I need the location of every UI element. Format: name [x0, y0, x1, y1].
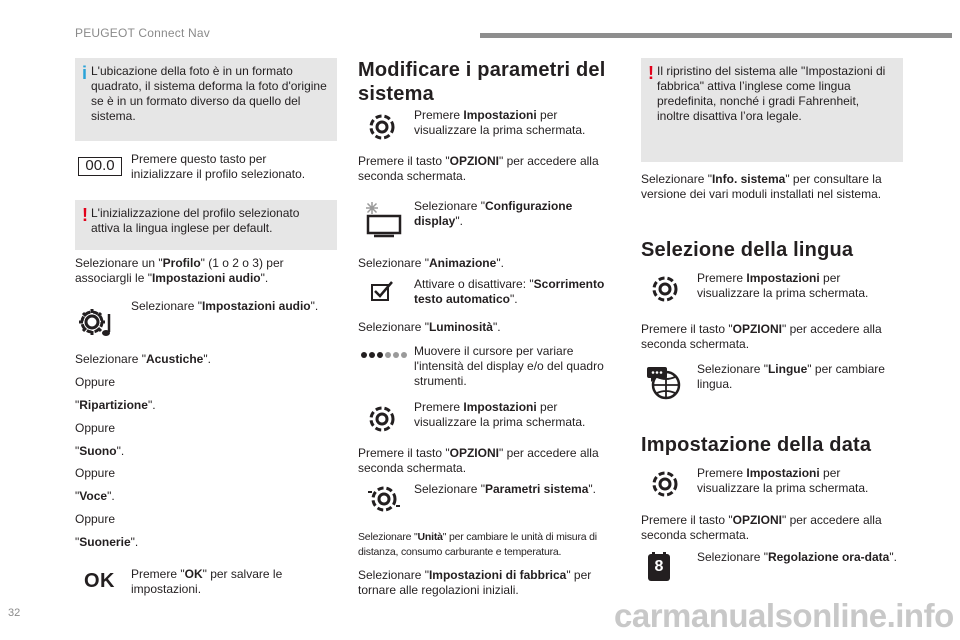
heading-date: Impostazione della data	[641, 434, 872, 456]
options-text-2: Premere il tasto "OPZIONI" per accedere alla seconda schermata.	[358, 446, 599, 475]
oppure-4: Oppure	[75, 512, 116, 526]
slider-text: Muovere il cursore per variare l'intensità del display e/o del quadro strumenti.	[414, 344, 604, 388]
audio-settings-text: Selezionare "Impostazioni audio".	[131, 299, 319, 313]
warning-note	[75, 200, 337, 250]
info-system-text: Selezionare "Info. sistema" per consultare la versione dei vari moduli installati nel sistema.	[641, 172, 882, 201]
language-select-text: Selezionare "Lingue" per cambiare lingua.	[697, 362, 885, 391]
info-note	[75, 58, 337, 141]
unita-text: Selezionare "Unità" per cambiare le unità di misura di distanza, consumo carburante e temperatura.	[358, 531, 597, 558]
audio-settings-icon	[76, 302, 122, 342]
watermark: carmanualsonline.info	[614, 597, 954, 634]
clock-badge: 8	[654, 558, 664, 575]
time-date-text: Selezionare "Regolazione ora-data".	[697, 550, 897, 564]
factory-warning-note	[641, 58, 903, 162]
animazione-text: Selezionare "Animazione".	[358, 256, 504, 270]
language-icon	[646, 364, 684, 400]
heading-language: Selezione della lingua	[641, 239, 854, 261]
options-text-1: Premere il tasto "OPZIONI" per accedere alla seconda schermata.	[358, 154, 599, 183]
header-bar	[480, 33, 952, 38]
warning-mark-icon-2: !	[648, 63, 654, 83]
settings-gear-icon-3	[648, 272, 682, 306]
press-settings-text-4: Premere Impostazioni per visualizzare la prima schermata.	[697, 466, 869, 495]
suonerie-text: "Suonerie".	[75, 535, 139, 549]
header-title: PEUGEOT Connect Nav	[75, 26, 210, 40]
factory-reset-text: Selezionare "Impostazioni di fabbrica" per tornare alle regolazioni iniziali.	[358, 568, 592, 597]
oppure-2: Oppure	[75, 421, 116, 435]
warning-note-text: L'inizializzazione del profilo selezionato attiva la lingua inglese per default.	[91, 206, 300, 235]
options-text-3: Premere il tasto "OPZIONI" per accedere alla seconda schermata.	[641, 322, 882, 351]
voce-text: "Voce".	[75, 489, 115, 503]
settings-gear-icon-4	[648, 467, 682, 501]
brightness-slider-icon	[360, 350, 408, 360]
press-settings-text-1: Premere Impostazioni per visualizzare la prima schermata.	[414, 108, 586, 137]
scroll-text: Attivare o disattivare: "Scorrimento testo automatico".	[414, 277, 605, 306]
acustiche-text: Selezionare "Acustiche".	[75, 352, 211, 366]
press-settings-text-3: Premere Impostazioni per visualizzare la prima schermata.	[697, 271, 869, 300]
checkbox-icon	[370, 280, 394, 302]
oppure-3: Oppure	[75, 466, 116, 480]
info-note-text: L'ubicazione della foto è in un formato quadrato, il sistema deforma la foto d'origine se è in un formato diverso da quello del sistema.	[91, 64, 327, 123]
param-system-text: Selezionare "Parametri sistema".	[414, 482, 596, 496]
factory-warning-text: Il ripristino del sistema alle "Impostazioni di fabbrica" attiva l’inglese come lingua predefinita, nonché i gradi Fahrenheit, inoltre disattiva l’ora legale.	[657, 64, 886, 123]
ok-button-icon: OK	[84, 570, 115, 592]
display-config-icon	[362, 200, 404, 238]
ripartizione-text: "Ripartizione".	[75, 398, 156, 412]
select-profile-text: Selezionare un "Profilo" (1 o 2 o 3) per associargli le "Impostazioni audio".	[75, 256, 284, 285]
config-display-text: Selezionare "Configurazione display".	[414, 199, 573, 228]
page-number: 32	[8, 607, 21, 619]
reset-instruction: Premere questo tasto per inizializzare il profilo selezionato.	[131, 152, 306, 181]
info-mark-icon: i	[82, 63, 88, 83]
heading-system-params: Modificare i parametri del sistema	[358, 59, 606, 105]
oppure-1: Oppure	[75, 375, 116, 389]
reset-key-icon: 00.0	[78, 157, 122, 176]
options-text-4: Premere il tasto "OPZIONI" per accedere alla seconda schermata.	[641, 513, 882, 542]
settings-gear-icon	[365, 110, 399, 144]
warning-mark-icon: !	[82, 205, 88, 225]
luminosita-text: Selezionare "Luminosità".	[358, 320, 501, 334]
settings-gear-icon-2	[365, 402, 399, 436]
ok-instruction: Premere "OK" per salvare le impostazioni.	[131, 567, 283, 596]
system-params-icon	[366, 482, 402, 516]
press-settings-text-2: Premere Impostazioni per visualizzare la prima schermata.	[414, 400, 586, 429]
suono-text: "Suono".	[75, 444, 125, 458]
clock-calendar-icon	[647, 552, 671, 582]
